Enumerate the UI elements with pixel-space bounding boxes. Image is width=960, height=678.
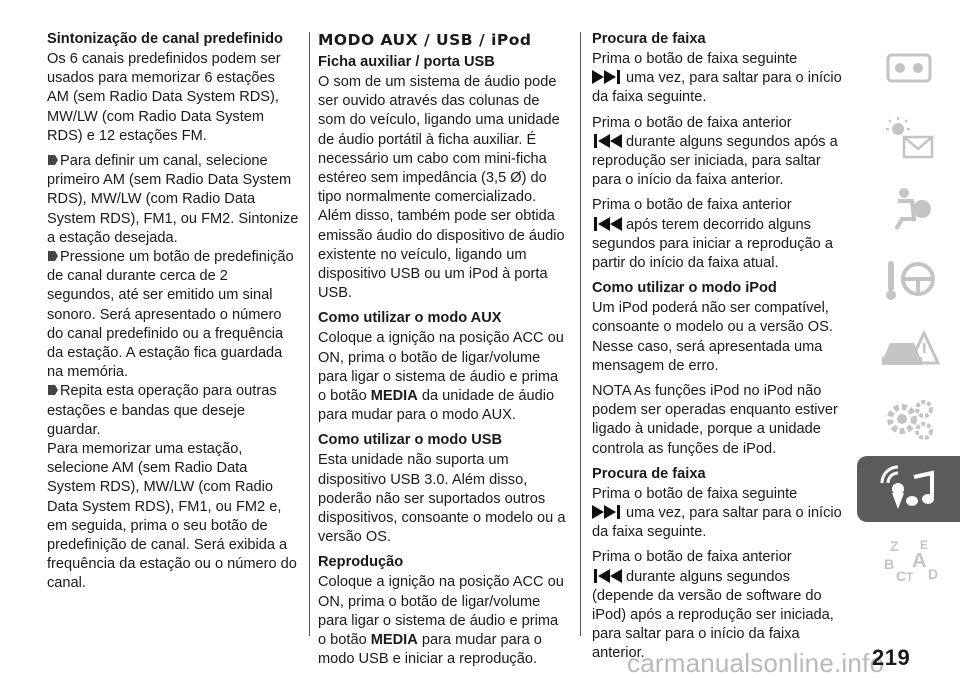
svg-text:T: T <box>905 570 913 584</box>
tab-emergency[interactable] <box>857 316 960 382</box>
heading-track-search: Procura de faixa <box>592 465 706 482</box>
column-2 <box>318 30 570 675</box>
next-track-icon <box>592 505 622 519</box>
heading-playback: Reprodução <box>318 554 404 571</box>
previous-track-icon <box>592 569 622 583</box>
paragraph: Prima o botão de faixa seguinte uma vez, para saltar para o início da faixa seguinte. <box>592 51 842 106</box>
key-steering-icon <box>874 253 944 305</box>
paragraph: Os 6 canais predefinidos podem ser usados para memorizar 6 estações AM (sem Radio Data System RDS), MW/LW (com Radio Data System RDS) e 12 estações FM. <box>47 51 281 144</box>
tab-warning-lights[interactable] <box>857 106 960 172</box>
paragraph: O som de um sistema de áudio pode ser ouvido através das colunas de som do veículo, ligando uma unidade de áudio portátil à ficha auxiliar. É necessário um cabo com mini-ficha estéreo sem impedância (3,5 Ø) do tipo normalmente comercializado. Além disso, também pode ser obtida emissão áudio do dispositivo de áudio existente no veículo, ligando um dispositivo USB ou um iPod à porta USB. <box>318 74 565 302</box>
paragraph: Prima o botão de faixa anterior durante alguns segundos (depende da versão de software do iPod) após a reprodução ser iniciada, para saltar para o início da faixa anterior. <box>592 549 834 662</box>
tools-gears-icon <box>874 393 944 445</box>
column-divider <box>580 32 581 636</box>
paragraph: NOTA As funções iPod no iPod não podem ser operadas enquanto estiver ligado à unidade, porque a unidade controla as funções de iPod. <box>592 383 838 457</box>
column-1 <box>47 30 299 600</box>
previous-track-icon <box>592 217 622 231</box>
paragraph: Prima o botão de faixa seguinte uma vez, para saltar para o início da faixa seguinte. <box>592 485 842 541</box>
airbag-person-icon <box>874 183 944 235</box>
car-warning-icon <box>874 323 944 375</box>
tab-index[interactable] <box>857 526 960 592</box>
svg-text:Z: Z <box>889 538 899 554</box>
bullet-paragraph: Pressione um botão de predefinição de canal durante cerca de 2 segundos, até ser emitido um sinal sonoro. Será apresentado o número do canal predefinido ou a frequência da estação. A estação fica guardada na memória. <box>47 249 294 381</box>
paragraph: Esta unidade não suporta um dispositivo USB 3.0. Além disso, poderão não ser suportados outros dispositivos, consoante o modelo ou a versão OS. <box>318 452 566 546</box>
paragraph: Prima o botão de faixa anterior durante alguns segundos após a reprodução ser iniciada, para saltar para o início da faixa anterior. <box>592 114 838 189</box>
paragraph: Um iPod poderá não ser compatível, consoante o modelo ou a versão OS. Nesse caso, será apresentada uma mensagem de erro. <box>592 300 833 374</box>
heading-preset-tuning: Sintonização de canal predefinido <box>47 31 283 47</box>
heading-aux-mode: Como utilizar o modo AUX <box>318 310 502 327</box>
bullet-arrow-icon <box>47 384 59 396</box>
warning-lights-icon <box>874 113 944 165</box>
tab-driving[interactable] <box>857 246 960 312</box>
heading-aux-usb: Ficha auxiliar / porta USB <box>318 54 495 70</box>
paragraph: Para memorizar uma estação, selecione AM (sem Radio Data System RDS), MW/LW (com Radio Data System RDS), FM1, ou FM2 e, em seguida, prima o seu botão de predefinição de canal. Será exibida a frequência da estação ou o número do canal. <box>47 441 297 592</box>
heading-usb-mode: Como utilizar o modo USB <box>318 432 503 449</box>
paragraph: Coloque a ignição na posição ACC ou ON, prima o botão de ligar/volume para ligar o sistema de áudio e prima o botão MEDIA para mudar para o modo USB e iniciar a reprodução. <box>318 574 564 668</box>
paragraph: Prima o botão de faixa anterior após terem decorrido alguns segundos para iniciar a reprodução a partir do início da faixa atual. <box>592 197 833 272</box>
index-letters-icon <box>874 533 944 585</box>
next-track-icon <box>592 70 622 84</box>
column-divider <box>309 32 310 636</box>
section-title: MODO AUX / USB / iPod <box>318 31 532 49</box>
page-number: 219 <box>872 645 911 670</box>
paragraph: Coloque a ignição na posição ACC ou ON, prima o botão de ligar/volume para ligar o sistema de áudio e prima o botão MEDIA da unidade de áudio para mudar para o modo AUX. <box>318 330 564 424</box>
chapter-sidebar <box>857 36 960 596</box>
tab-multimedia[interactable] <box>857 456 960 522</box>
tab-dashboard[interactable] <box>857 36 960 102</box>
svg-text:D: D <box>927 566 938 582</box>
svg-text:C: C <box>895 568 906 584</box>
svg-text:E: E <box>919 538 928 552</box>
bullet-arrow-icon <box>47 250 59 262</box>
bullet-arrow-icon <box>47 154 59 166</box>
bullet-paragraph: Repita esta operação para outras estações e bandas que deseje guardar. <box>47 383 277 438</box>
column-3 <box>592 30 844 670</box>
watermark: carmanualsonline.info <box>627 648 885 678</box>
svg-text:A: A <box>911 550 926 572</box>
heading-ipod-mode: Como utilizar o modo iPod <box>592 280 777 297</box>
tab-maintenance[interactable] <box>857 386 960 452</box>
tab-safety[interactable] <box>857 176 960 242</box>
previous-track-icon <box>592 134 622 148</box>
bullet-paragraph: Para definir um canal, selecione primeiro AM (sem Radio Data System RDS), MW/LW (com Radio Data System RDS), FM1, ou FM2. Sintonize a estação desejada. <box>47 153 299 246</box>
multimedia-icon <box>874 463 944 515</box>
heading-track-search: Procura de faixa <box>592 31 706 47</box>
car-dashboard-icon <box>874 43 944 95</box>
svg-text:B: B <box>883 556 894 572</box>
